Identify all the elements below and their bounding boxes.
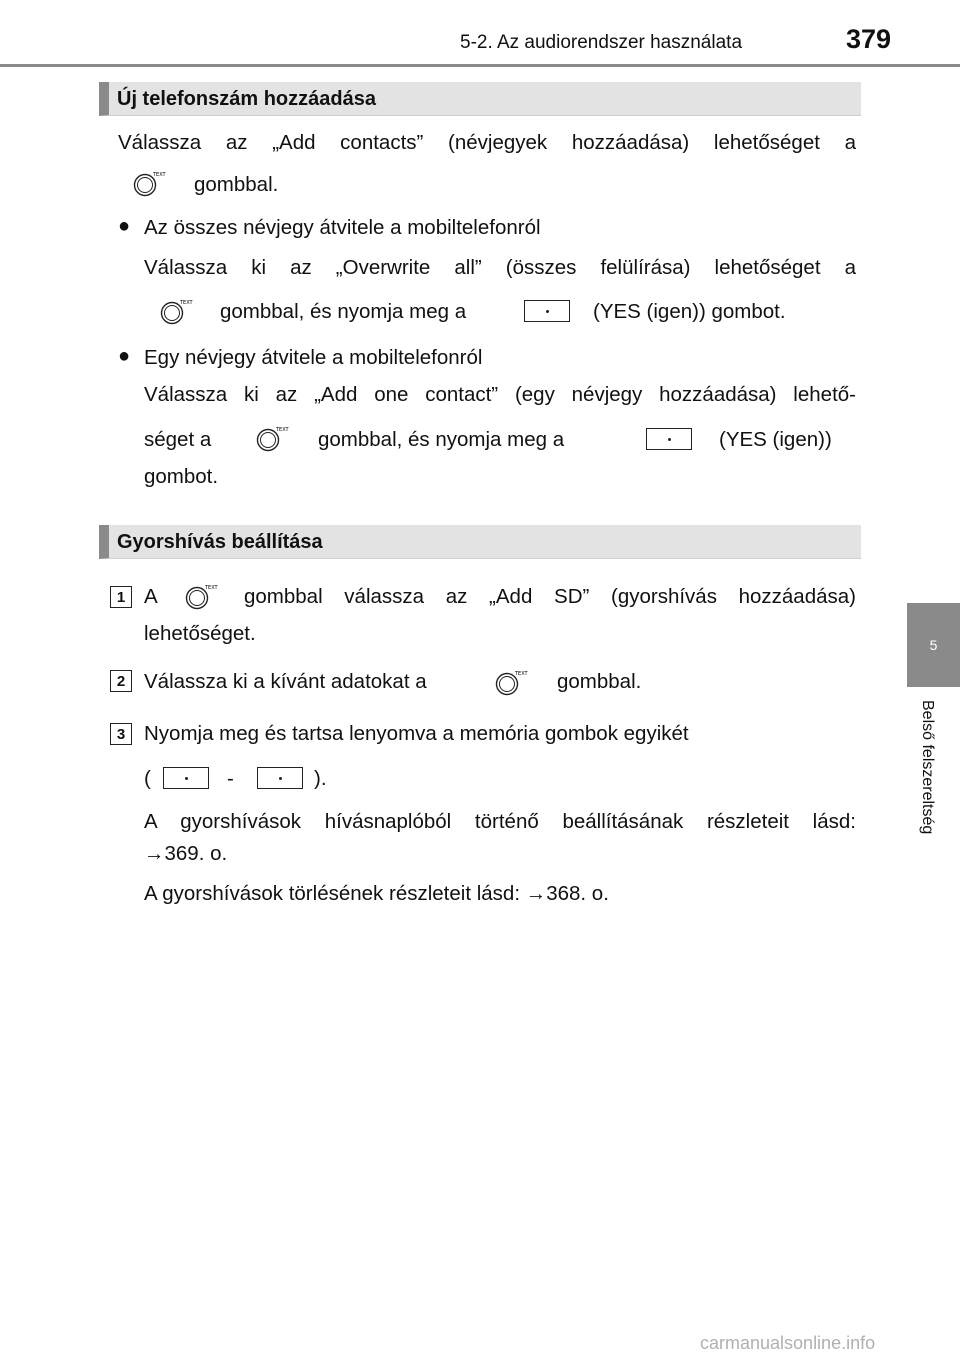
svg-text:TEXT: TEXT	[153, 172, 166, 178]
step-number: 2	[110, 670, 132, 692]
memory-button-icon	[257, 767, 303, 789]
paragraph-line: gombbal.	[194, 173, 279, 196]
bullet-heading: Az összes névjegy átvitele a mobiltelefonról	[144, 216, 541, 239]
svg-text:TEXT: TEXT	[205, 585, 218, 591]
step-text: (	[144, 767, 151, 790]
chapter-tab-number: 5	[929, 637, 938, 653]
step-number: 3	[110, 723, 132, 745]
text-knob-icon	[495, 669, 528, 697]
header-divider	[0, 64, 960, 67]
chapter-tab	[907, 603, 960, 687]
step-text: ).	[314, 767, 327, 790]
step-text: Nyomja meg és tartsa lenyomva a memória gombok egyikét	[144, 722, 689, 745]
step-text: gombbal válassza az „Add SD” (gyorshívás hozzáadása)	[244, 585, 856, 608]
paragraph-line: gombbal, és nyomja meg a	[318, 428, 565, 451]
step-text: Válassza ki a kívánt adatokat a	[144, 670, 427, 693]
step-text: -	[227, 767, 234, 790]
memory-button-icon	[524, 300, 570, 322]
paragraph-line: gombot.	[144, 465, 219, 488]
text-knob-icon	[185, 583, 218, 611]
section-heading-speed-dial: Gyorshívás beállítása	[99, 525, 861, 559]
chapter-title: 5-2. Az audiorendszer használata	[460, 32, 743, 53]
bullet-icon: ●	[118, 345, 131, 367]
bullet-heading: Egy névjegy átvitele a mobiltelefonról	[144, 346, 483, 369]
bullet-icon: ●	[118, 215, 131, 237]
text-knob-icon	[133, 170, 166, 198]
paragraph-line: (YES (igen)) gombot.	[593, 300, 786, 323]
paragraph-line: Válassza az „Add contacts” (névjegyek hozzáadása) lehetőséget a	[118, 131, 856, 154]
paragraph-line: Válassza ki az „Overwrite all” (összes felülírása) lehetőséget a	[144, 256, 856, 279]
paragraph-line: (YES (igen))	[719, 428, 832, 451]
memory-button-icon	[163, 767, 209, 789]
chapter-tab-label: Belső felszereltség	[919, 700, 936, 835]
text-knob-icon	[256, 425, 289, 453]
note-text: A gyorshívások törlésének részleteit lásd: →368. o.	[144, 882, 609, 905]
svg-text:TEXT: TEXT	[180, 300, 193, 306]
page-number: 379	[846, 24, 892, 54]
memory-button-icon	[646, 428, 692, 450]
note-text: A gyorshívások hívásnaplóból történő beállításának részleteit lásd:	[144, 810, 856, 833]
note-reference: →369. o.	[144, 842, 228, 865]
paragraph-line: séget a	[144, 428, 212, 451]
step-text: gombbal.	[557, 670, 642, 693]
step-number: 1	[110, 586, 132, 608]
svg-text:TEXT: TEXT	[276, 427, 289, 433]
paragraph-line: gombbal, és nyomja meg a	[220, 300, 467, 323]
svg-text:TEXT: TEXT	[515, 671, 528, 677]
step-text: A	[144, 585, 158, 608]
step-text: lehetőséget.	[144, 622, 256, 645]
watermark: carmanualsonline.info	[700, 1333, 876, 1353]
paragraph-line: Válassza ki az „Add one contact” (egy névjegy hozzáadása) lehető-	[144, 383, 856, 406]
section-heading-new-number: Új telefonszám hozzáadása	[99, 82, 861, 116]
text-knob-icon	[160, 298, 193, 326]
